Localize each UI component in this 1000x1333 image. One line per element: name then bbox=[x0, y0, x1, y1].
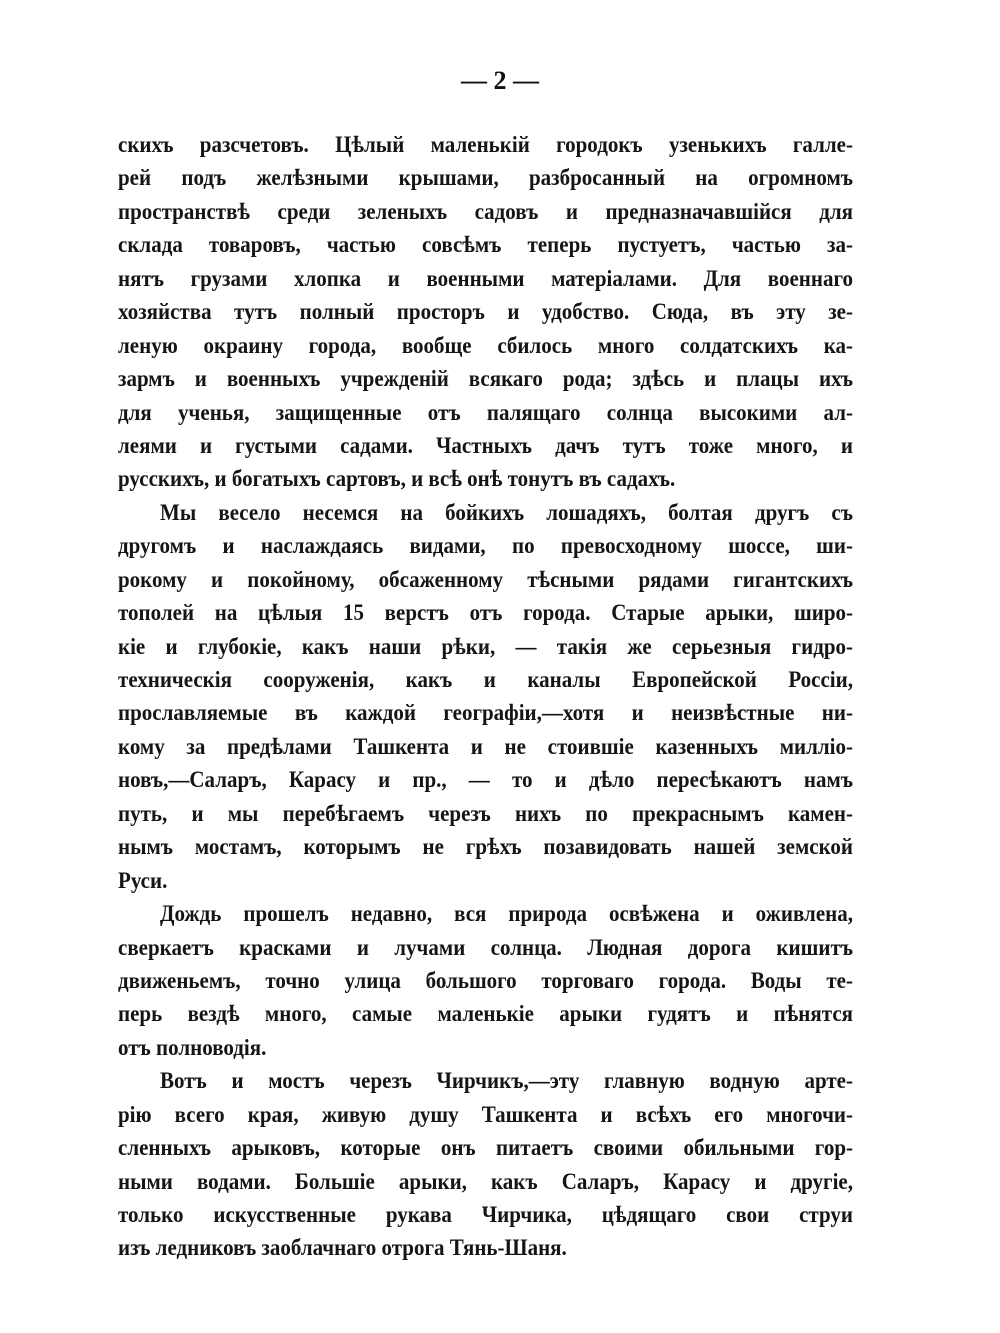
text-line: скихъ разсчетовъ. Цѣлый маленькій городокъ узенькихъ галле- bbox=[118, 130, 853, 158]
text-line: тополей на цѣлыя 15 верстъ отъ города. Старые арыки, широ- bbox=[118, 598, 853, 626]
text-line: путь, и мы перебѣгаемъ черезъ нихъ по прекраснымъ камен- bbox=[118, 799, 853, 827]
text-line: пространствѣ среди зеленыхъ садовъ и предназначавшійся для bbox=[118, 197, 853, 225]
text-line: Вотъ и мостъ черезъ Чирчикъ,—эту главную водную арте- bbox=[160, 1066, 853, 1094]
text-line: движеньемъ, точно улица большого торговаго города. Воды те- bbox=[118, 966, 853, 994]
text-line: техническія сооруженія, какъ и каналы Европейской Россіи, bbox=[118, 665, 853, 693]
text-line: рей подъ желѣзными крышами, разбросанный на огромномъ bbox=[118, 163, 853, 191]
text-line: хозяйства тутъ полный просторъ и удобство. Сюда, въ эту зе- bbox=[118, 297, 853, 325]
text-line: Мы весело несемся на бойкихъ лошадяхъ, болтая другъ съ bbox=[160, 498, 853, 526]
text-line: кому за предѣлами Ташкента и не стоившіе казенныхъ милліо- bbox=[118, 732, 853, 760]
text-line: зармъ и военныхъ учрежденій всякаго рода; здѣсь и плацы ихъ bbox=[118, 364, 853, 392]
text-line: Руси. bbox=[118, 866, 168, 893]
text-line: нымъ мостамъ, которымъ не грѣхъ позавидовать нашей земской bbox=[118, 832, 853, 860]
text-line: нятъ грузами хлопка и военными матеріалами. Для военнаго bbox=[118, 264, 853, 292]
paragraph bbox=[118, 496, 853, 897]
text-line: леную окраину города, вообще сбилось много солдатскихъ ка- bbox=[118, 331, 853, 358]
text-line: только искусственные рукава Чирчика, цѣдящаго свои струи bbox=[118, 1200, 853, 1228]
text-line: русскихъ, и богатыхъ сартовъ, и всѣ онѣ тонутъ въ садахъ. bbox=[118, 464, 676, 492]
paragraph bbox=[118, 128, 853, 496]
page-number: — 2 — bbox=[461, 66, 539, 95]
text-line: Дождь прошелъ недавно, вся природа освѣжена и оживлена, bbox=[160, 899, 853, 927]
paragraph bbox=[118, 1064, 853, 1265]
text-line: сверкаетъ красками и лучами солнца. Людная дорога кишитъ bbox=[118, 932, 853, 960]
text-line: сленныхъ арыковъ, которые онъ питаетъ своими обильными гор- bbox=[118, 1133, 853, 1161]
text-line: рокому и покойному, обсаженному тѣсными рядами гигантскихъ bbox=[118, 565, 853, 593]
text-line: другомъ и наслаждаясь видами, по превосходному шоссе, ши- bbox=[118, 531, 853, 559]
text-line: для ученья, защищенные отъ палящаго солнца высокими ал- bbox=[118, 397, 853, 425]
text-line: новъ,—Саларъ, Карасу и пр., — то и дѣло пересѣкаютъ намъ bbox=[118, 765, 853, 793]
paragraph bbox=[118, 897, 853, 1064]
text-line: рію всего края, живую душу Ташкента и всѣхъ его многочи- bbox=[118, 1100, 853, 1128]
text-line: прославляемые въ каждой географіи,—хотя и неизвѣстные ни- bbox=[118, 698, 853, 726]
text-line: ными водами. Большіе арыки, какъ Саларъ, Карасу и другіе, bbox=[118, 1167, 853, 1194]
text-line: леями и густыми садами. Частныхъ дачъ тутъ тоже много, и bbox=[118, 431, 853, 459]
text-line: изъ ледниковъ заоблачнаго отрога Тянь-Шаня. bbox=[118, 1233, 567, 1261]
text-line: склада товаровъ, частью совсѣмъ теперь пустуетъ, частью за- bbox=[118, 230, 853, 258]
text-line: перь вездѣ много, самые маленькіе арыки гудятъ и пѣнятся bbox=[118, 999, 853, 1027]
body-text bbox=[118, 128, 853, 1265]
text-line: отъ полноводія. bbox=[118, 1033, 267, 1061]
text-line: кіе и глубокіе, какъ наши рѣки, — такія же серьезныя гидро- bbox=[118, 632, 853, 659]
